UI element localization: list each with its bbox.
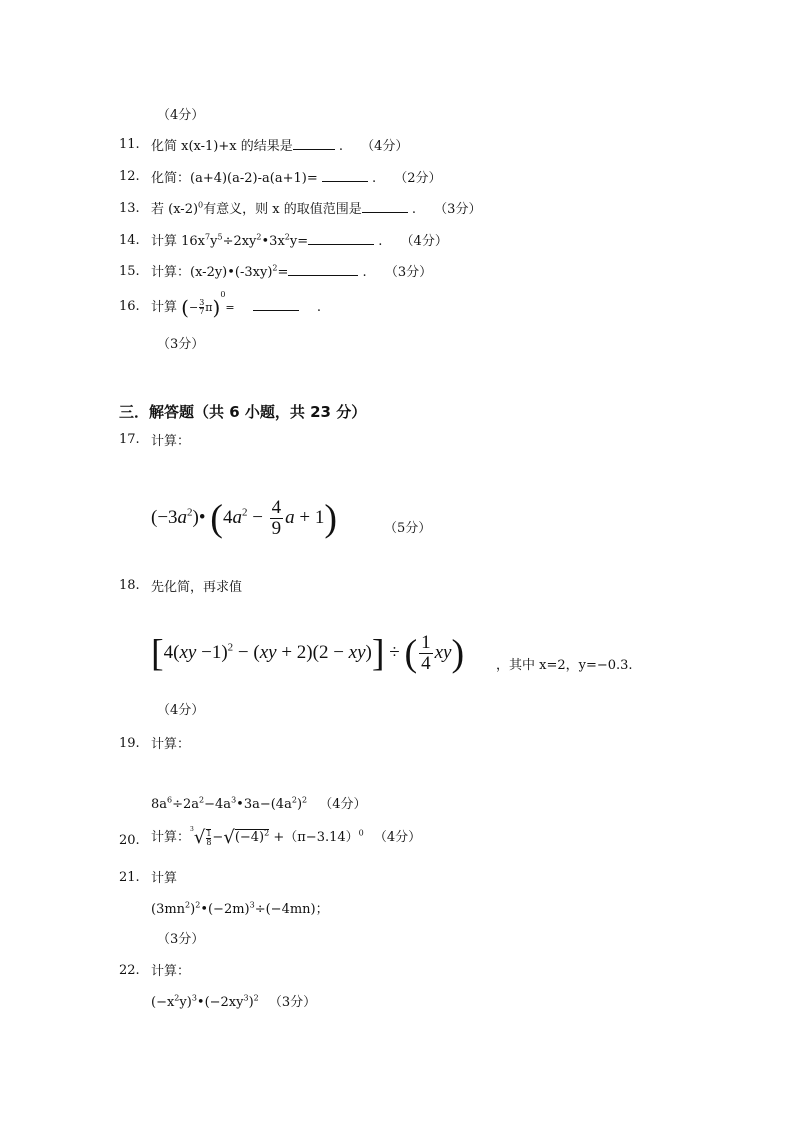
q22-score: （3分） <box>268 995 317 1010</box>
q13-tail: . <box>411 202 417 217</box>
q16-number: 16. <box>119 299 140 314</box>
q18-e-lparen: ( <box>404 632 418 675</box>
q19-e-s4: 2 <box>291 795 297 805</box>
q22-e-p4: ) <box>248 995 254 1010</box>
q19-number: 19. <box>119 736 140 751</box>
q17-e-p2: )• <box>192 506 206 528</box>
q18-e-close: ] <box>371 632 385 675</box>
q21-e-p2: ) <box>190 902 196 917</box>
q13-pre: 若 (x-2) <box>151 202 199 217</box>
q19-score: （4分） <box>319 797 367 812</box>
q17-e-minus: − <box>247 506 268 528</box>
q16-eq: = <box>225 301 235 314</box>
q18-expression <box>151 633 464 674</box>
q17-expression <box>151 498 337 539</box>
q15-sup: 2 <box>272 263 278 273</box>
q16-tail: . <box>316 300 322 315</box>
q18-e-p5: ) <box>365 641 372 663</box>
q17-e-fnum: 4 <box>271 497 282 518</box>
q11-text: 化简 x(x-1)+x 的结果是 <box>151 139 293 154</box>
q15-post: = <box>277 265 289 280</box>
q14-p2: y <box>210 234 218 249</box>
q14-score: （4分） <box>400 234 448 249</box>
q16-frac-num: 3 <box>199 298 205 307</box>
q17-e-lparen: ( <box>210 497 223 540</box>
q18-e-fden: 4 <box>421 652 431 674</box>
q22-number: 22. <box>119 963 140 978</box>
q22-e-p2: y) <box>179 995 192 1010</box>
q14-line <box>151 230 448 249</box>
q13-sup: 0 <box>198 200 204 210</box>
q11-number: 11. <box>119 137 140 152</box>
q21-number: 21. <box>119 870 140 885</box>
q18-e-xy3: xy <box>348 641 366 663</box>
q19-e-p3: −4a <box>204 797 232 812</box>
q21-e-p3: •(−2m) <box>200 902 250 917</box>
q18-e-fnum: 1 <box>421 632 431 653</box>
q16-neg: − <box>188 301 199 314</box>
q20-sup: 0 <box>358 828 364 838</box>
q13-post: 有意义，则 x 的取值范围是 <box>203 202 362 217</box>
q22-text: 计算： <box>151 964 191 979</box>
q19-e-s5: 2 <box>302 795 308 805</box>
q16-frac-den: 7 <box>199 307 205 316</box>
q12-line <box>151 167 442 186</box>
q19-e-p2: ÷2a <box>172 797 200 812</box>
q21-expression <box>151 898 329 917</box>
q15-pre: 计算：(x-2y)•(-3xy) <box>151 265 273 280</box>
q15-tail: . <box>362 265 367 280</box>
q22-expression <box>151 991 316 1010</box>
q20-line <box>151 826 421 848</box>
q17-e-plus: + 1 <box>294 506 325 528</box>
q14-answer-blank[interactable] <box>308 232 374 245</box>
q20-number: 20. <box>119 833 140 848</box>
q20-sqrt-sign: √ <box>223 827 235 848</box>
q18-e-xy4: xy <box>434 641 452 663</box>
q12-text: 化简：(a+4)(a-2)-a(a+1)= <box>151 171 318 186</box>
q11-tail: . <box>338 139 344 154</box>
q19-e-s3: 3 <box>231 795 237 805</box>
q12-number: 12. <box>119 169 140 184</box>
q16-score: （3分） <box>157 337 205 352</box>
q20-sqrt-in: (−4) <box>234 830 265 845</box>
q20-plus: +（π−3.14） <box>273 830 359 845</box>
q18-e-rparen: ) <box>451 632 465 675</box>
q22-e-s4: 2 <box>253 993 259 1003</box>
q18-number: 18. <box>119 578 140 593</box>
q18-e-div: ÷ <box>384 641 405 663</box>
q14-p5: y= <box>289 234 309 249</box>
q14-s3: 2 <box>256 232 262 242</box>
q11-line <box>151 135 408 154</box>
q22-e-s3: 3 <box>243 993 249 1003</box>
q16-pi: π <box>205 301 213 314</box>
q14-p4: •3x <box>261 234 285 249</box>
q18-e-s1: 2 <box>227 641 234 654</box>
q21-e-p4: ÷(−4mn)； <box>254 902 329 917</box>
q18-e-xy1: xy <box>179 641 197 663</box>
q15-line <box>151 261 432 280</box>
q18-score: （4分） <box>157 703 205 718</box>
q16-line <box>151 290 321 320</box>
q21-e-s2: 2 <box>195 900 201 910</box>
q19-e-s1: 6 <box>167 795 173 805</box>
q14-p3: ÷2xy <box>222 234 257 249</box>
q17-e-rparen: ) <box>324 497 338 540</box>
q17-e-a: a <box>177 506 188 528</box>
q14-s2: 5 <box>217 232 223 242</box>
q21-score: （3分） <box>157 932 205 947</box>
q13-answer-blank[interactable] <box>362 200 408 213</box>
q17-score: （5分） <box>384 521 432 536</box>
q11-score: （4分） <box>361 139 409 154</box>
q20-frac-num: 1 <box>206 828 212 838</box>
q17-e-s3: 2 <box>241 506 248 519</box>
q20-minus: − <box>212 830 224 845</box>
q18-e-fraction <box>419 633 433 674</box>
q20-root-index: 3 <box>190 826 194 833</box>
q19-e-p4: •3a−(4a <box>236 797 292 812</box>
q20-score: （4分） <box>373 830 422 845</box>
q14-number: 14. <box>119 233 140 248</box>
q21-e-s1: 2 <box>185 900 191 910</box>
q16-sup: 0 <box>220 290 226 299</box>
q13-line <box>151 198 481 217</box>
q19-e-p5: ) <box>296 797 303 812</box>
q17-e-a3: a <box>285 506 295 528</box>
q17-number: 17. <box>119 432 140 447</box>
q20-pre: 计算： <box>151 830 191 845</box>
q10-score: （4分） <box>157 108 205 123</box>
q20-fraction <box>206 829 211 847</box>
q22-e-s2: 3 <box>191 993 197 1003</box>
q18-text: 先化简，再求值 <box>151 580 243 595</box>
q22-e-p1: (−x <box>151 995 175 1010</box>
q20-sqrt-sup: 2 <box>264 828 270 838</box>
q15-score: （3分） <box>384 265 433 280</box>
q16-open-paren: ( <box>181 295 189 320</box>
q16-pre: 计算 <box>151 300 178 315</box>
q19-text: 计算： <box>151 737 191 752</box>
q19-expression <box>151 793 367 812</box>
q16-answer-blank[interactable] <box>253 298 299 311</box>
q19-e-s2: 2 <box>199 795 205 805</box>
q17-e-s2: 2 <box>187 506 193 519</box>
q21-e-p1: (3mn <box>151 902 186 917</box>
q17-e-a2: a <box>232 506 242 528</box>
q17-e-p3: 4 <box>222 506 233 528</box>
section-3-title: 三．解答题（共 6 小题，共 23 分） <box>119 403 367 421</box>
q18-e-xy2: xy <box>259 641 277 663</box>
q16-fraction <box>199 299 204 316</box>
q20-cbrt-sign: √ <box>193 827 206 848</box>
q18-e-p4: + 2)(2 − <box>276 641 349 663</box>
q15-answer-blank[interactable] <box>288 263 358 276</box>
q22-e-s1: 2 <box>174 993 180 1003</box>
q18-e-p2: −1) <box>196 641 228 663</box>
q12-score: （2分） <box>394 171 442 186</box>
q21-text: 计算 <box>151 871 178 886</box>
q18-e-p3: − ( <box>233 641 260 663</box>
q20-frac-den: 8 <box>206 837 212 847</box>
q14-s1: 7 <box>205 232 211 242</box>
q13-score: （3分） <box>434 202 482 217</box>
q18-e-p1: 4( <box>163 641 180 663</box>
q12-tail: . <box>372 171 377 186</box>
q17-e-fraction <box>270 498 284 539</box>
q14-tail: . <box>378 234 383 249</box>
q21-e-s3: 3 <box>249 900 255 910</box>
q17-text: 计算： <box>151 434 191 449</box>
q13-number: 13. <box>119 201 140 216</box>
q11-answer-blank[interactable] <box>293 137 335 150</box>
q15-number: 15. <box>119 264 140 279</box>
q17-e-p1: (−3 <box>151 506 178 528</box>
q16-close-paren: ) <box>212 295 221 320</box>
q12-answer-blank[interactable] <box>322 169 368 182</box>
q20-sqrt-body <box>235 829 269 845</box>
q14-s4: 2 <box>284 232 290 242</box>
q18-e-open: [ <box>151 632 164 675</box>
q19-e-p1: 8a <box>151 797 168 812</box>
q17-e-fden: 9 <box>271 517 282 539</box>
q14-p1: 计算 16x <box>151 234 206 249</box>
q22-e-p3: •(−2xy <box>196 995 244 1010</box>
q18-condition: ，其中 x=2，y=−0.3. <box>496 658 633 673</box>
